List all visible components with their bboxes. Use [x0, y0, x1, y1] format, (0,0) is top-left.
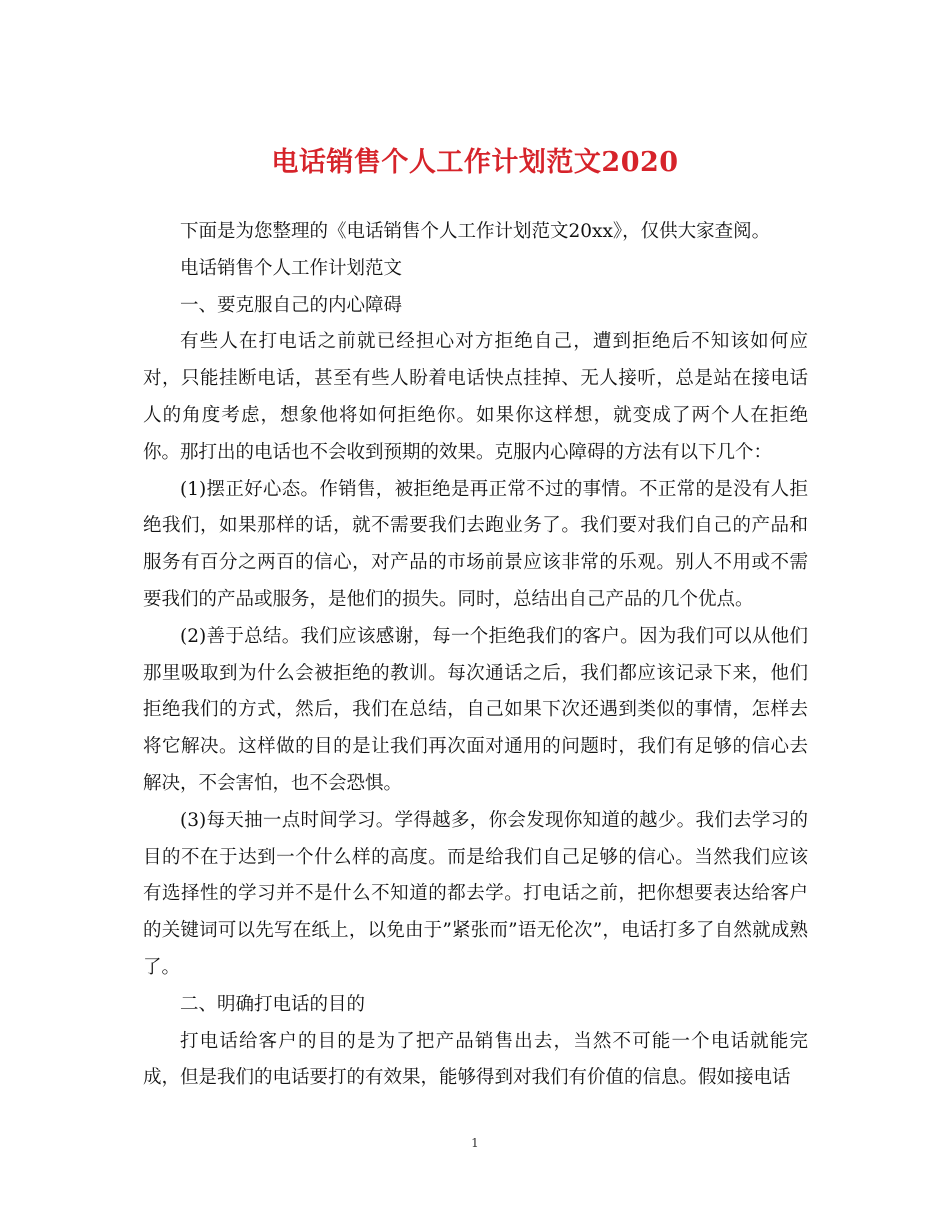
section-heading-1: 一、要克服自己的内心障碍 — [180, 294, 403, 316]
subtitle-paragraph: 电话销售个人工作计划范文 — [180, 257, 403, 279]
body-paragraph: (1)摆正好心态。作销售，被拒绝是再正常不过的事情。不正常的是没有人拒绝我们，如果那样的话，就不需要我们去跑业务了。我们要对我们自己的产品和服务有百分之两百的信心，对产品的市场前景应该非常的乐观。别人不用或不需要我们的产品或服务，是他们的损失。同时，总结出自己产品的几个优点。 — [143, 478, 808, 610]
page-number: 1 — [471, 1136, 479, 1150]
intro-paragraph: 下面是为您整理的《电话销售个人工作计划范文20xx》，仅供大家查阅。 — [180, 221, 771, 242]
body-paragraph: (2)善于总结。我们应该感谢，每一个拒绝我们的客户。因为我们可以从他们那里吸取到为什么会被拒绝的教训。每次通话之后，我们都应该记录下来，他们拒绝我们的方式，然后，我们在总结，自己如果下次还遇到类似的事情，怎样去将它解决。这样做的目的是让我们再次面对通用的问题时，我们有足够的信心去解决，不会害怕，也不会恐惧。 — [143, 625, 808, 794]
body-paragraph: 有些人在打电话之前就已经担心对方拒绝自己，遭到拒绝后不知该如何应对，只能挂断电话，甚至有些人盼着电话快点挂掉、无人接听，总是站在接电话人的角度考虑，想象他将如何拒绝你。如果你这样想，就变成了两个人在拒绝你。那打出的电话也不会收到预期的效果。克服内心障碍的方法有以下几个： — [143, 331, 808, 463]
section-heading-2: 二、明确打电话的目的 — [180, 993, 366, 1015]
body-paragraph: 打电话给客户的目的是为了把产品销售出去，当然不可能一个电话就能完成，但是我们的电话要打的有效果，能够得到对我们有价值的信息。假如接电话 — [143, 1030, 808, 1089]
document-body — [143, 214, 808, 1097]
document-title: 电话销售个人工作计划范文2020 — [271, 147, 679, 178]
body-paragraph: (3)每天抽一点时间学习。学得越多，你会发现你知道的越少。我们去学习的目的不在于达到一个什么样的高度。而是给我们自己足够的信心。当然我们应该有选择性的学习并不是什么不知道的都去学。打电话之前，把你想要表达给客户的关键词可以先写在纸上，以免由于”紧张而”语无伦次”，电话打多了自然就成熟了。 — [143, 809, 808, 978]
